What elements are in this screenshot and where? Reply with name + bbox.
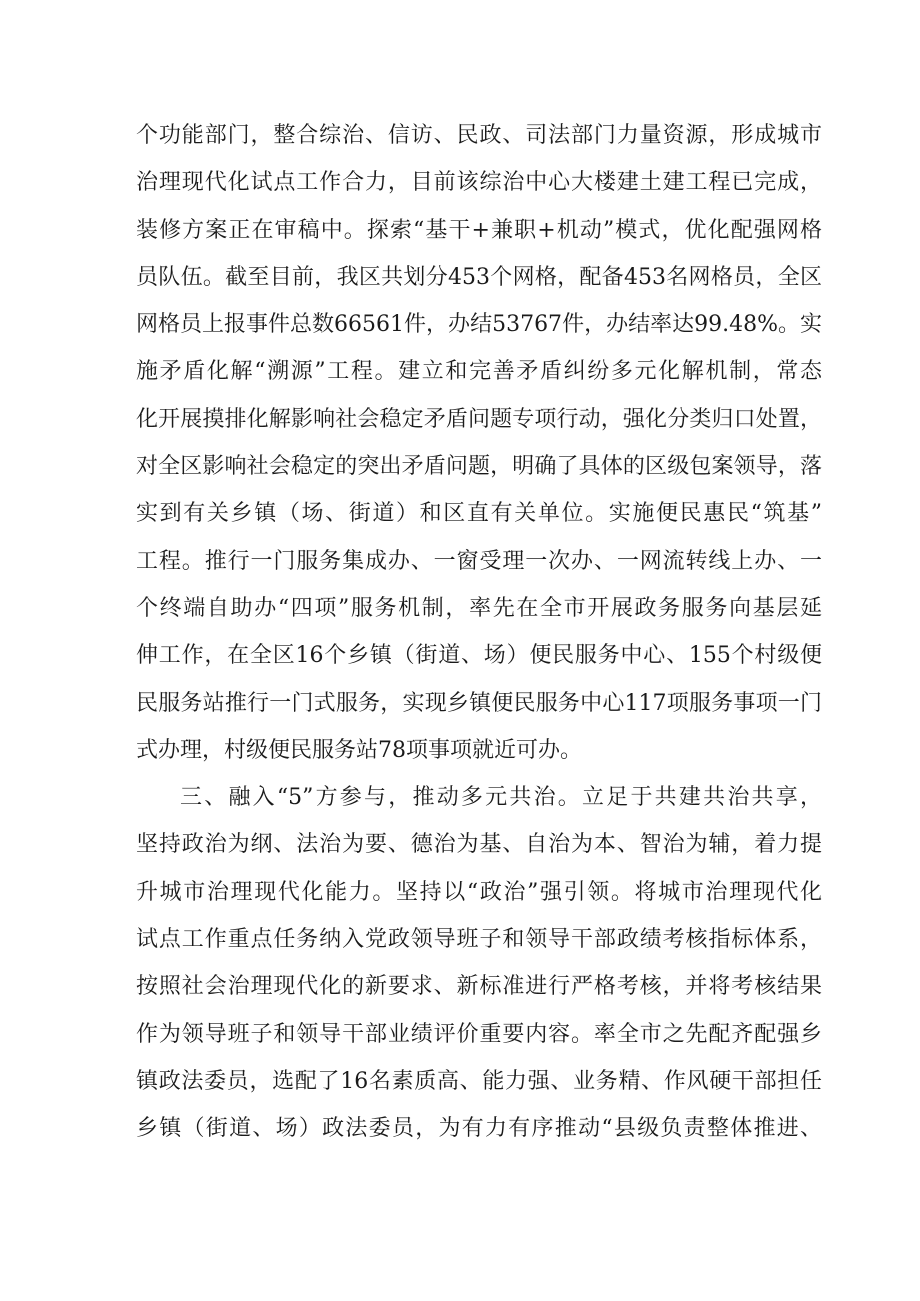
text-line: 对全区影响社会稳定的突出矛盾问题，明确了具体的区级包案领导，落 bbox=[136, 454, 822, 480]
text-line: 施矛盾化解“溯源”工程。建立和完善矛盾纠纷多元化解机制，常态 bbox=[136, 359, 822, 385]
section-heading-line: 三、融入“5”方参与，推动多元共治。立足于共建共治共享， bbox=[180, 785, 822, 811]
text-line: 升城市治理现代化能力。坚持以“政治”强引领。将城市治理现代化 bbox=[136, 879, 822, 905]
text-line: 员队伍。截至目前，我区共划分453个网格，配备453名网格员，全区 bbox=[136, 264, 822, 290]
text-line: 坚持政治为纲、法治为要、德治为基、自治为本、智治为辅，着力提 bbox=[136, 832, 822, 858]
text-line: 民服务站推行一门式服务，实现乡镇便民服务中心117项服务事项一门 bbox=[136, 690, 822, 716]
text-line: 镇政法委员，选配了16名素质高、能力强、业务精、作风硬干部担任 bbox=[136, 1068, 822, 1094]
text-line: 治理现代化试点工作合力，目前该综治中心大楼建土建工程已完成， bbox=[136, 170, 822, 196]
text-line-paragraph-end: 式办理，村级便民服务站78项事项就近可办。 bbox=[136, 737, 582, 763]
text-line: 伸工作，在全区16个乡镇（街道、场）便民服务中心、155个村级便 bbox=[136, 643, 822, 669]
text-line: 化开展摸排化解影响社会稳定矛盾问题专项行动，强化分类归口处置， bbox=[136, 406, 822, 432]
text-line: 按照社会治理现代化的新要求、新标准进行严格考核，并将考核结果 bbox=[136, 974, 822, 1000]
text-line: 个终端自助办“四项”服务机制，率先在全市开展政务服务向基层延 bbox=[136, 595, 822, 621]
text-line: 试点工作重点任务纳入党政领导班子和领导干部政绩考核指标体系， bbox=[136, 927, 822, 953]
text-line: 乡镇（街道、场）政法委员，为有力有序推动“县级负责整体推进、 bbox=[136, 1116, 822, 1142]
text-line: 作为领导班子和领导干部业绩评价重要内容。率全市之先配齐配强乡 bbox=[136, 1021, 822, 1047]
body-text bbox=[136, 112, 822, 1153]
text-line: 工程。推行一门服务集成办、一窗受理一次办、一网流转线上办、一 bbox=[136, 548, 822, 574]
text-line: 实到有关乡镇（场、街道）和区直有关单位。实施便民惠民“筑基” bbox=[136, 501, 822, 527]
text-line: 装修方案正在审稿中。探索“基干+兼职+机动”模式，优化配强网格 bbox=[136, 217, 822, 243]
text-line: 个功能部门，整合综治、信访、民政、司法部门力量资源，形成城市 bbox=[136, 123, 822, 148]
text-line: 网格员上报事件总数66561件，办结53767件，办结率达99.48%。实 bbox=[136, 312, 822, 338]
